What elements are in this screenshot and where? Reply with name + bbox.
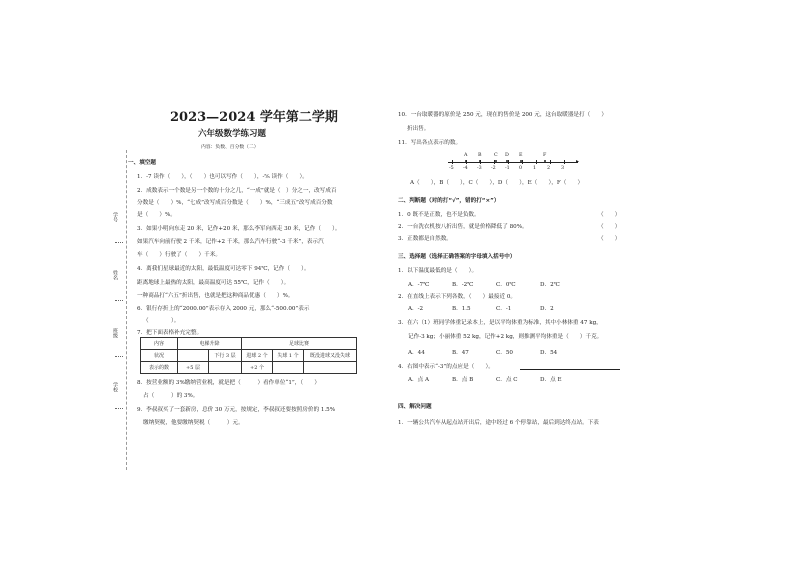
choice-option[interactable]: B．1.5 [452, 306, 471, 312]
table-row [141, 350, 357, 362]
number-line-tick-label: -4 [463, 166, 468, 171]
number-line-tick-label: -1 [505, 166, 510, 171]
table-cell: 既没进球又没失球 [304, 350, 357, 362]
choice-question-1: 1．以下温度最低的是（ ）。 [398, 268, 478, 274]
table-cell: +5 层 [178, 362, 209, 374]
judgement-item-1: 1．0 既不是正数，也不是负数。 [398, 212, 480, 218]
table-cell: +2 个 [242, 362, 273, 374]
question-6-line-2: （ ）。 [143, 318, 180, 324]
table-cell: 电梯升降 [178, 338, 242, 350]
question-4-line-2: 距离地球上最热的太阳，最高温度可达 55℃，记作（ ）。 [137, 280, 290, 286]
judgement-blank-1[interactable]: （ ） [598, 212, 621, 218]
number-line-point-label: A [464, 153, 468, 158]
table-row [141, 338, 357, 350]
table-cell: 失球 1 个 [273, 350, 304, 362]
judgement-item-2: 2．一台洗衣机按八折出售，就是价格降低了 80%。 [398, 224, 528, 230]
page-title: 2023—2024 学年第二学期 [170, 110, 338, 125]
number-line-point-label: D [505, 153, 509, 158]
question-1: 1．-7 读作（ ），（ ）也可以写作（ ），-⁵⁄₆ 读作（ ）。 [137, 174, 308, 180]
number-line-point [479, 160, 481, 162]
choice-question-3-line-2: 记作-3 kg；小丽体重 52 kg，记作+2 kg，则推测平均体重是（ ）千克。 [408, 334, 603, 340]
table-cell[interactable] [304, 362, 357, 374]
choice-option[interactable]: C．0℃ [496, 282, 516, 288]
section-heading-judgement: 二、判断题（对的打“√”，错的打“×”） [398, 198, 500, 204]
fold-line [126, 150, 127, 470]
section-heading-fill-in: 一、填空题 [128, 160, 156, 166]
table-cell[interactable] [178, 350, 209, 362]
table-cell: 内容 [141, 338, 178, 350]
number-line-point-label: B [478, 153, 482, 158]
seal-line [115, 356, 123, 359]
table-cell[interactable] [209, 362, 242, 374]
table-cell: 足球比赛 [242, 338, 357, 350]
choice-option[interactable]: A．44 [408, 350, 425, 356]
side-label-student-number: 学号 [112, 212, 118, 222]
question-4: 4．离我们星球最近的太阳，最低温度可达零下 94℃，记作（ ）。 [137, 266, 310, 272]
question-9-line-2: 缴纳契税，他要缴纳契税（ ）元。 [143, 420, 244, 426]
number-line-axis [448, 162, 578, 163]
number-line-point [544, 160, 546, 162]
number-line-point [506, 160, 508, 162]
arrow-right-icon: ▸ [576, 158, 580, 165]
question-6: 6．银行存折上的“2000.00”表示存入 2000 元，那么“-500.00”表示 [137, 306, 310, 312]
choice-option[interactable]: D．2 [540, 306, 554, 312]
section-heading-problems: 四、解决问题 [398, 404, 432, 410]
number-line-tick-label: 3 [561, 166, 565, 171]
seal-line [115, 300, 123, 303]
number-line-point-label: E [519, 153, 523, 158]
table-cell: 进球 2 个 [242, 350, 273, 362]
number-line-point [520, 160, 522, 162]
choice-option[interactable]: B．点 B [452, 377, 474, 383]
number-line-tick-label: -3 [477, 166, 482, 171]
judgement-blank-3[interactable]: （ ） [598, 236, 621, 242]
table-cell: 表示的数 [141, 362, 178, 374]
side-label-class: 班级 [112, 328, 118, 338]
table-cell: 下行 3 层 [209, 350, 242, 362]
choice-option[interactable]: D．54 [540, 350, 558, 356]
judgement-blank-2[interactable]: （ ） [598, 224, 621, 230]
table-cell[interactable] [273, 362, 304, 374]
question-2: 2．成数表示一个数是另一个数的十分之几，“一成”就是（ ）分之一，改写成百 [137, 188, 337, 194]
question-5: 一种商品打“六五”折出售，也就是把这种商品优惠（ ）%。 [137, 293, 294, 299]
choice-question-2: 2．在直线上表示下列各数，（ ）最接近 0。 [398, 294, 516, 300]
question-2-line-3: 是（ ）%。 [137, 212, 176, 218]
question-3-line-2: 如果汽车向前行驶 2 千米，记作+2 千米，那么汽车行驶“-3 千米”，表示汽 [137, 239, 324, 245]
choice-option[interactable]: A．-2 [408, 306, 424, 312]
choice-option[interactable]: B．47 [452, 350, 469, 356]
choice-option[interactable]: C．-1 [496, 306, 512, 312]
section-heading-choice: 三、选择题（选择正确答案的字母填入括号中） [398, 254, 516, 260]
number-line-tick-label: 0 [519, 166, 523, 171]
judgement-item-3: 3．正数都是自然数。 [398, 236, 452, 242]
question-2-line-2: 分数是（ ）%，“七成”改写成百分数是（ ）%，“三成五”改写成百分数 [137, 200, 333, 206]
choice-number-line [520, 369, 620, 370]
number-line-point [495, 160, 497, 162]
number-line-tick [550, 160, 551, 164]
number-line-tick [508, 160, 509, 164]
number-line-point-label: C [494, 153, 498, 158]
choice-option[interactable]: D．2℃ [540, 282, 560, 288]
table-row [141, 362, 357, 374]
question-11: 11．写出各点表示的数。 [398, 140, 462, 146]
number-line-tick-label: 1 [533, 166, 537, 171]
number-line-tick [522, 160, 523, 164]
choice-question-4: 4．右图中表示“-3”的点应是（ ）。 [398, 364, 494, 370]
number-line-point-label: F [543, 153, 547, 158]
choice-option[interactable]: D．点 E [540, 377, 562, 383]
number-line-tick [564, 160, 565, 164]
question-9: 9．李叔叔买了一套新房，总价 30 万元，按规定，李叔叔还要按照房价的 1.5% [137, 407, 336, 413]
number-line-tick-label: -2 [491, 166, 496, 171]
choice-option[interactable]: B．-2℃ [452, 282, 474, 288]
question-10: 10．一台取暖器的原价是 250 元，现在的售价是 200 元，这台取暖器是打（ ） [398, 112, 607, 118]
number-line-tick [452, 160, 453, 164]
content-note: 内容：负数、百分数（二） [201, 145, 259, 150]
number-line-point [465, 160, 467, 162]
side-label-name: 姓名 [112, 270, 118, 280]
question-11-answers: A（ ），B（ ），C（ ），D（ ），E（ ），F（ ） [410, 180, 584, 186]
question-8-line-2: 占（ ）的 3%。 [143, 393, 199, 399]
seal-line [115, 408, 123, 411]
seal-line [115, 242, 123, 245]
question-3: 3．如果小明向东走 20 米，记作+20 米，那么李军向西走 30 米，记作（ ）。 [137, 226, 341, 232]
question-10-line-2: 折出售。 [407, 126, 430, 132]
completion-table [140, 337, 357, 374]
choice-option[interactable]: C．50 [496, 350, 513, 356]
number-line-tick [536, 160, 537, 164]
choice-option[interactable]: A．点 A [408, 377, 430, 383]
choice-option[interactable]: A．-7℃ [408, 282, 430, 288]
table-cell: 状况 [141, 350, 178, 362]
question-7: 7．把下面表格补充完整。 [137, 330, 203, 336]
question-3-line-3: 车（ ）行驶了（ ）千米。 [137, 252, 221, 258]
choice-question-3: 3．在六（1）班同学体重记录本上，是以平均体重为标准，其中小林体重 47 kg， [398, 320, 602, 326]
page-subtitle: 六年级数学练习题 [198, 129, 267, 139]
side-label-school: 学校 [112, 382, 118, 392]
question-8: 8．按营业额的 3%缴纳营业税，就是把（ ）看作单位“1”，（ ） [137, 380, 320, 386]
problem-1: 1．一辆公共汽车从起点站开出后，途中经过 6 个停靠站，最后到达终点站。下表 [398, 420, 599, 426]
number-line-tick-label: 2 [547, 166, 551, 171]
choice-option[interactable]: C．点 C [496, 377, 518, 383]
number-line-tick-label: -5 [449, 166, 454, 171]
